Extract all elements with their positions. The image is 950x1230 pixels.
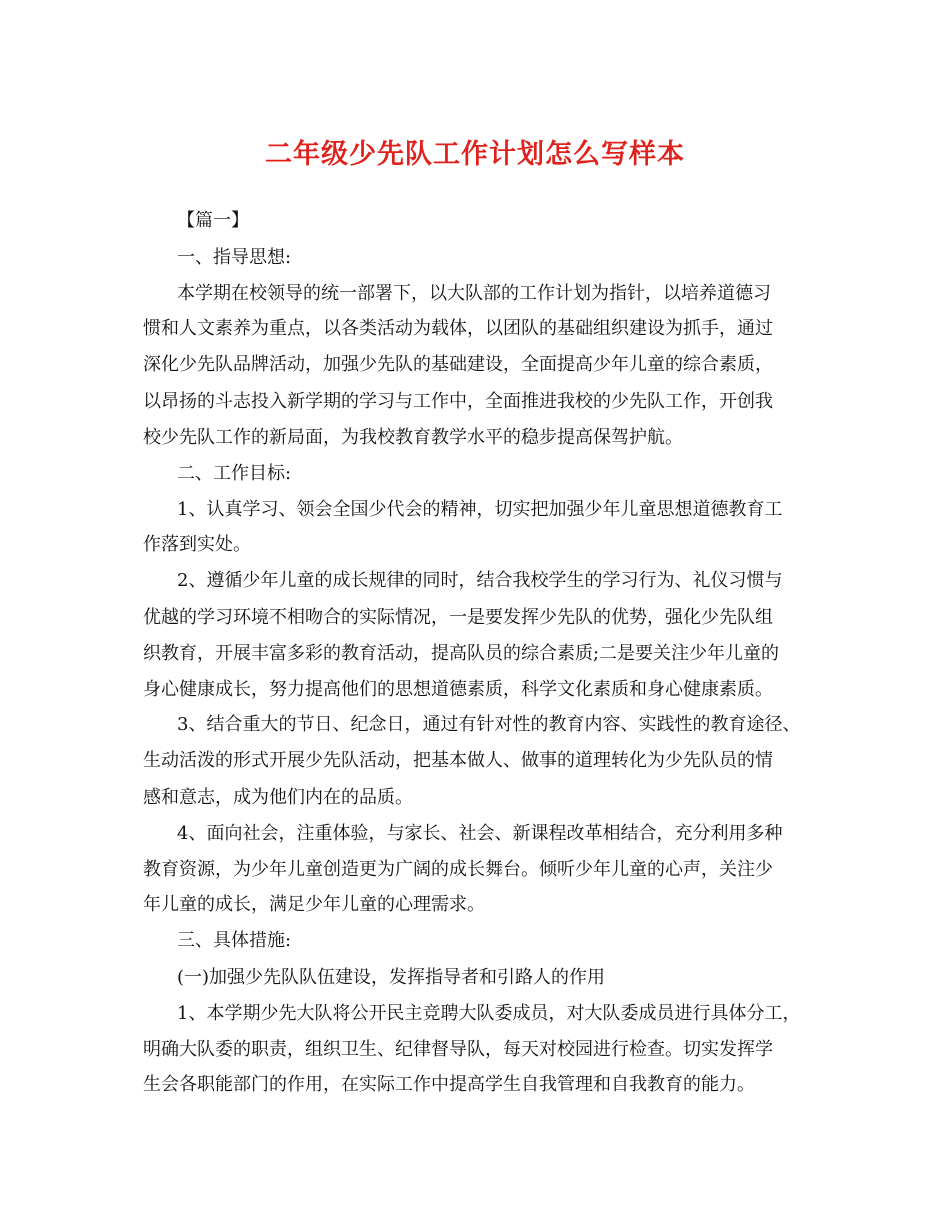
text-line: 生会各职能部门的作用，在实际工作中提高学生自我管理和自我教育的能力。 (143, 1074, 755, 1095)
text-line: 惯和人文素养为重点，以各类活动为载体，以团队的基础组织建设为抓手，通过 (143, 318, 773, 339)
text-line: (一)加强少先队队伍建设，发挥指导者和引路人的作用 (177, 967, 606, 988)
text-line: 教育资源，为少年儿童创造更为广阔的成长舞台。倾听少年儿童的心声，关注少 (143, 859, 773, 880)
text-line: 3、结合重大的节日、纪念日，通过有针对性的教育内容、实践性的教育途径、 (177, 714, 801, 735)
text-line: 年儿童的成长，满足少年儿童的心理需求。 (143, 894, 485, 915)
text-line: 深化少先队品牌活动，加强少先队的基础建设，全面提高少年儿童的综合素质， (143, 354, 773, 375)
text-line: 一、指导思想: (177, 247, 292, 268)
text-line: 作落到实处。 (143, 534, 251, 555)
text-line: 优越的学习环境不相吻合的实际情况，一是要发挥少先队的优势，强化少先队组 (143, 607, 773, 628)
text-line: 本学期在校领导的统一部署下，以大队部的工作计划为指针，以培养道德习 (177, 283, 771, 304)
text-line: 以昂扬的斗志投入新学期的学习与工作中，全面推进我校的少先队工作，开创我 (143, 391, 773, 412)
text-line: 感和意志，成为他们内在的品质。 (143, 787, 413, 808)
text-line: 身心健康成长，努力提高他们的思想道德素质，科学文化素质和身心健康素质。 (143, 679, 773, 700)
text-line: 生动活泼的形式开展少先队活动，把基本做人、做事的道理转化为少先队员的情 (143, 750, 773, 771)
text-line: 校少先队工作的新局面，为我校教育教学水平的稳步提高保驾护航。 (143, 427, 683, 448)
text-line: 二、工作目标: (177, 463, 292, 484)
text-line: 【篇一】 (177, 210, 249, 231)
text-line: 三、具体措施: (177, 930, 292, 951)
text-line: 1、本学期少先大队将公开民主竞聘大队委成员，对大队委成员进行具体分工， (177, 1003, 801, 1024)
page-title: 二年级少先队工作计划怎么写样本 (265, 139, 685, 170)
text-line: 织教育，开展丰富多彩的教育活动，提高队员的综合素质;二是要关注少年儿童的 (143, 643, 780, 664)
text-line: 1、认真学习、领会全国少代会的精神，切实把加强少年儿童思想道德教育工 (177, 499, 783, 520)
text-line: 2、遵循少年儿童的成长规律的同时，结合我校学生的学习行为、礼仪习惯与 (177, 570, 783, 591)
text-line: 明确大队委的职责，组织卫生、纪律督导队，每天对校园进行检查。切实发挥学 (143, 1039, 773, 1060)
text-line: 4、面向社会，注重体验，与家长、社会、新课程改革相结合，充分利用多种 (177, 823, 783, 844)
